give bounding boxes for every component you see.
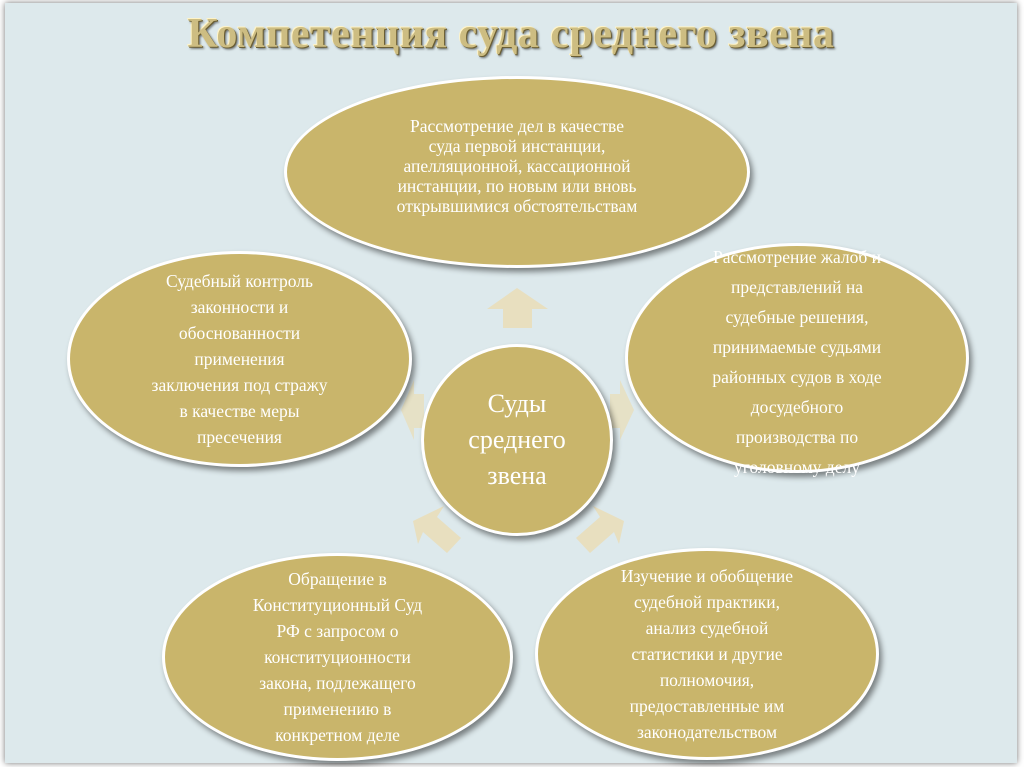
node-complaints-text: Рассмотрение жалоб и представлений на судебные решения, принимаемые судьями районных судов в ходе досудебного производства по уголовному делу xyxy=(712,247,882,477)
node-practice-study-text: Изучение и обобщение судебной практики, анализ судебной статистики и другие полномочия, предоставленные им законодательством xyxy=(620,566,794,742)
node-first-instance-text: Рассмотрение дел в качестве суда первой инстанции, апелляционной, кассационной инстанции, по новым или вновь открывшимися обстоятельствам xyxy=(396,116,638,216)
arrow-down-right-icon xyxy=(576,506,624,553)
node-constitutional-court-text: Обращение в Конституционный Суд РФ с запросом о конституционности закона, подлежащего применению в конкретном деле xyxy=(252,569,423,745)
node-practice-study xyxy=(535,548,879,760)
node-complaints xyxy=(625,243,969,477)
node-center-text: Суды среднего звена xyxy=(468,389,566,490)
node-judicial-control-text: Судебный контроль законности и обоснованности применения заключения под стражу в качестве меры пресечения xyxy=(151,271,328,447)
page-title: Компетенция суда среднего звена xyxy=(187,11,835,57)
node-constitutional-court xyxy=(162,553,513,761)
arrow-up-icon xyxy=(487,288,548,328)
node-center-courts xyxy=(421,344,613,536)
node-judicial-control xyxy=(67,251,412,467)
